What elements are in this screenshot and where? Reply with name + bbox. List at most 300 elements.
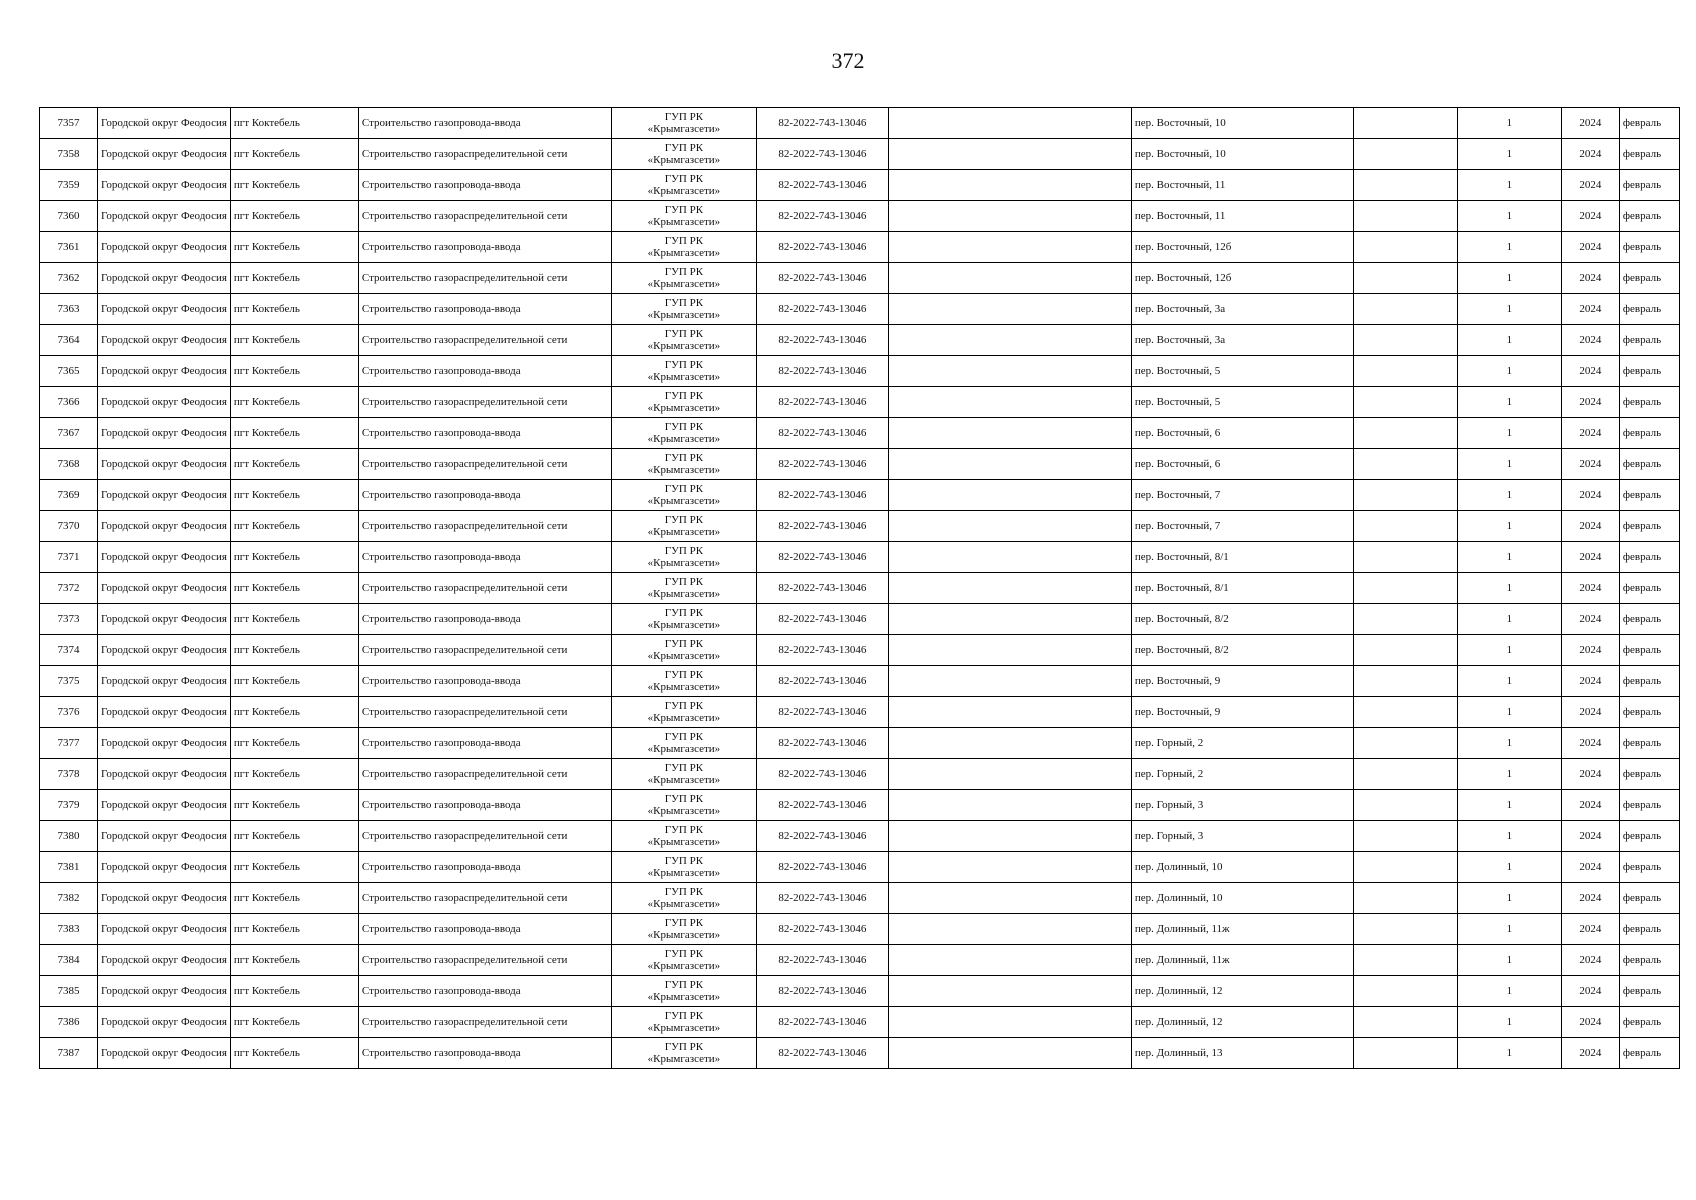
year-cell: 2024 xyxy=(1561,573,1619,604)
organization-cell xyxy=(611,914,756,945)
empty-cell xyxy=(888,201,1131,232)
quantity-cell: 1 xyxy=(1457,883,1561,914)
month-cell: февраль xyxy=(1619,635,1679,666)
address-cell: пер. Долинный, 11ж xyxy=(1131,945,1353,976)
organization-cell xyxy=(611,883,756,914)
organization-cell xyxy=(611,821,756,852)
district-cell: Городской округ Феодосия xyxy=(98,697,231,728)
quantity-cell: 1 xyxy=(1457,1007,1561,1038)
organization-line-1: ГУП РК xyxy=(664,979,704,991)
empty-cell xyxy=(888,697,1131,728)
address-cell: пер. Восточный, 12б xyxy=(1131,263,1353,294)
empty-cell xyxy=(1353,821,1457,852)
address-cell: пер. Горный, 3 xyxy=(1131,821,1353,852)
quantity-cell: 1 xyxy=(1457,604,1561,635)
month-cell: февраль xyxy=(1619,914,1679,945)
organization-cell xyxy=(611,294,756,325)
empty-cell xyxy=(1353,852,1457,883)
year-cell: 2024 xyxy=(1561,666,1619,697)
organization-line-1: ГУП РК xyxy=(664,359,704,371)
settlement-cell: пгт Коктебель xyxy=(230,604,358,635)
program-code-cell: 82-2022-743-13046 xyxy=(756,976,888,1007)
month-cell: февраль xyxy=(1619,852,1679,883)
organization-line-2: «Крымгазсети» xyxy=(647,712,721,724)
empty-cell xyxy=(888,759,1131,790)
year-cell: 2024 xyxy=(1561,139,1619,170)
table-row xyxy=(40,139,1680,170)
organization-line-1: ГУП РК xyxy=(664,514,704,526)
empty-cell xyxy=(1353,108,1457,139)
empty-cell xyxy=(1353,263,1457,294)
row-number-cell: 7382 xyxy=(40,883,98,914)
organization-cell xyxy=(611,232,756,263)
organization-line-1: ГУП РК xyxy=(664,235,704,247)
organization-line-1: ГУП РК xyxy=(664,917,704,929)
table-row xyxy=(40,635,1680,666)
district-cell: Городской округ Феодосия xyxy=(98,418,231,449)
address-cell: пер. Горный, 3 xyxy=(1131,790,1353,821)
quantity-cell: 1 xyxy=(1457,728,1561,759)
year-cell: 2024 xyxy=(1561,232,1619,263)
organization-line-2: «Крымгазсети» xyxy=(647,1053,721,1065)
work-type-cell: Строительство газораспределительной сети xyxy=(358,635,611,666)
month-cell: февраль xyxy=(1619,728,1679,759)
work-type-cell: Строительство газораспределительной сети xyxy=(358,697,611,728)
address-cell: пер. Восточный, 3а xyxy=(1131,294,1353,325)
empty-cell xyxy=(888,542,1131,573)
quantity-cell: 1 xyxy=(1457,852,1561,883)
program-code-cell: 82-2022-743-13046 xyxy=(756,1007,888,1038)
address-cell: пер. Долинный, 10 xyxy=(1131,883,1353,914)
table-row xyxy=(40,883,1680,914)
year-cell: 2024 xyxy=(1561,418,1619,449)
organization-line-2: «Крымгазсети» xyxy=(647,526,721,538)
district-cell: Городской округ Феодосия xyxy=(98,480,231,511)
organization-line-2: «Крымгазсети» xyxy=(647,991,721,1003)
month-cell: февраль xyxy=(1619,356,1679,387)
month-cell: февраль xyxy=(1619,759,1679,790)
district-cell: Городской округ Феодосия xyxy=(98,635,231,666)
organization-cell xyxy=(611,573,756,604)
quantity-cell: 1 xyxy=(1457,697,1561,728)
empty-cell xyxy=(1353,1038,1457,1069)
organization-line-1: ГУП РК xyxy=(664,793,704,805)
address-cell: пер. Восточный, 7 xyxy=(1131,480,1353,511)
month-cell: февраль xyxy=(1619,976,1679,1007)
program-code-cell: 82-2022-743-13046 xyxy=(756,604,888,635)
district-cell: Городской округ Феодосия xyxy=(98,728,231,759)
work-type-cell: Строительство газопровода-ввода xyxy=(358,294,611,325)
settlement-cell: пгт Коктебель xyxy=(230,976,358,1007)
address-cell: пер. Долинный, 11ж xyxy=(1131,914,1353,945)
program-code-cell: 82-2022-743-13046 xyxy=(756,108,888,139)
quantity-cell: 1 xyxy=(1457,387,1561,418)
empty-cell xyxy=(1353,883,1457,914)
row-number-cell: 7374 xyxy=(40,635,98,666)
program-code-cell: 82-2022-743-13046 xyxy=(756,759,888,790)
empty-cell xyxy=(888,666,1131,697)
district-cell: Городской округ Феодосия xyxy=(98,387,231,418)
district-cell: Городской округ Феодосия xyxy=(98,263,231,294)
row-number-cell: 7384 xyxy=(40,945,98,976)
address-cell: пер. Долинный, 10 xyxy=(1131,852,1353,883)
month-cell: февраль xyxy=(1619,1007,1679,1038)
row-number-cell: 7381 xyxy=(40,852,98,883)
year-cell: 2024 xyxy=(1561,263,1619,294)
address-cell: пер. Восточный, 11 xyxy=(1131,201,1353,232)
settlement-cell: пгт Коктебель xyxy=(230,635,358,666)
district-cell: Городской округ Феодосия xyxy=(98,232,231,263)
address-cell: пер. Восточный, 8/1 xyxy=(1131,542,1353,573)
year-cell: 2024 xyxy=(1561,604,1619,635)
address-cell: пер. Восточный, 3а xyxy=(1131,325,1353,356)
organization-cell xyxy=(611,1007,756,1038)
work-type-cell: Строительство газопровода-ввода xyxy=(358,604,611,635)
district-cell: Городской округ Феодосия xyxy=(98,604,231,635)
organization-line-1: ГУП РК xyxy=(664,142,704,154)
month-cell: февраль xyxy=(1619,666,1679,697)
address-cell: пер. Восточный, 9 xyxy=(1131,697,1353,728)
empty-cell xyxy=(888,418,1131,449)
row-number-cell: 7371 xyxy=(40,542,98,573)
row-number-cell: 7379 xyxy=(40,790,98,821)
table-row xyxy=(40,573,1680,604)
empty-cell xyxy=(1353,449,1457,480)
organization-line-1: ГУП РК xyxy=(664,421,704,433)
table-row xyxy=(40,697,1680,728)
empty-cell xyxy=(1353,666,1457,697)
address-cell: пер. Горный, 2 xyxy=(1131,759,1353,790)
organization-line-1: ГУП РК xyxy=(664,824,704,836)
address-cell: пер. Восточный, 8/2 xyxy=(1131,604,1353,635)
quantity-cell: 1 xyxy=(1457,790,1561,821)
work-type-cell: Строительство газопровода-ввода xyxy=(358,728,611,759)
empty-cell xyxy=(888,790,1131,821)
empty-cell xyxy=(1353,480,1457,511)
table-row xyxy=(40,418,1680,449)
table-row xyxy=(40,914,1680,945)
settlement-cell: пгт Коктебель xyxy=(230,852,358,883)
organization-line-2: «Крымгазсети» xyxy=(647,743,721,755)
year-cell: 2024 xyxy=(1561,542,1619,573)
year-cell: 2024 xyxy=(1561,356,1619,387)
district-cell: Городской округ Феодосия xyxy=(98,976,231,1007)
empty-cell xyxy=(888,480,1131,511)
settlement-cell: пгт Коктебель xyxy=(230,418,358,449)
work-type-cell: Строительство газопровода-ввода xyxy=(358,1038,611,1069)
year-cell: 2024 xyxy=(1561,697,1619,728)
year-cell: 2024 xyxy=(1561,976,1619,1007)
year-cell: 2024 xyxy=(1561,387,1619,418)
row-number-cell: 7357 xyxy=(40,108,98,139)
table-row xyxy=(40,666,1680,697)
organization-cell xyxy=(611,511,756,542)
organization-cell xyxy=(611,1038,756,1069)
address-cell: пер. Восточный, 8/1 xyxy=(1131,573,1353,604)
district-cell: Городской округ Феодосия xyxy=(98,449,231,480)
organization-line-2: «Крымгазсети» xyxy=(647,495,721,507)
work-type-cell: Строительство газораспределительной сети xyxy=(358,139,611,170)
empty-cell xyxy=(1353,387,1457,418)
organization-cell xyxy=(611,356,756,387)
settlement-cell: пгт Коктебель xyxy=(230,139,358,170)
empty-cell xyxy=(888,449,1131,480)
organization-line-2: «Крымгазсети» xyxy=(647,309,721,321)
settlement-cell: пгт Коктебель xyxy=(230,945,358,976)
organization-line-2: «Крымгазсети» xyxy=(647,123,721,135)
address-cell: пер. Восточный, 10 xyxy=(1131,139,1353,170)
empty-cell xyxy=(1353,1007,1457,1038)
quantity-cell: 1 xyxy=(1457,666,1561,697)
settlement-cell: пгт Коктебель xyxy=(230,325,358,356)
settlement-cell: пгт Коктебель xyxy=(230,294,358,325)
quantity-cell: 1 xyxy=(1457,914,1561,945)
year-cell: 2024 xyxy=(1561,325,1619,356)
program-code-cell: 82-2022-743-13046 xyxy=(756,139,888,170)
empty-cell xyxy=(888,852,1131,883)
quantity-cell: 1 xyxy=(1457,759,1561,790)
row-number-cell: 7369 xyxy=(40,480,98,511)
organization-line-1: ГУП РК xyxy=(664,855,704,867)
organization-cell xyxy=(611,387,756,418)
organization-line-2: «Крымгазсети» xyxy=(647,216,721,228)
row-number-cell: 7370 xyxy=(40,511,98,542)
work-type-cell: Строительство газопровода-ввода xyxy=(358,542,611,573)
organization-line-1: ГУП РК xyxy=(664,576,704,588)
organization-cell xyxy=(611,635,756,666)
program-code-cell: 82-2022-743-13046 xyxy=(756,1038,888,1069)
program-code-cell: 82-2022-743-13046 xyxy=(756,821,888,852)
empty-cell xyxy=(888,108,1131,139)
program-code-cell: 82-2022-743-13046 xyxy=(756,263,888,294)
organization-line-2: «Крымгазсети» xyxy=(647,185,721,197)
settlement-cell: пгт Коктебель xyxy=(230,201,358,232)
program-code-cell: 82-2022-743-13046 xyxy=(756,418,888,449)
empty-cell xyxy=(888,263,1131,294)
year-cell: 2024 xyxy=(1561,728,1619,759)
empty-cell xyxy=(1353,511,1457,542)
organization-line-2: «Крымгазсети» xyxy=(647,1022,721,1034)
work-type-cell: Строительство газопровода-ввода xyxy=(358,914,611,945)
organization-cell xyxy=(611,976,756,1007)
quantity-cell: 1 xyxy=(1457,449,1561,480)
settlement-cell: пгт Коктебель xyxy=(230,232,358,263)
organization-line-2: «Крымгазсети» xyxy=(647,402,721,414)
table-row xyxy=(40,1007,1680,1038)
month-cell: февраль xyxy=(1619,790,1679,821)
address-cell: пер. Восточный, 11 xyxy=(1131,170,1353,201)
row-number-cell: 7383 xyxy=(40,914,98,945)
row-number-cell: 7361 xyxy=(40,232,98,263)
program-code-cell: 82-2022-743-13046 xyxy=(756,449,888,480)
organization-cell xyxy=(611,604,756,635)
organization-line-2: «Крымгазсети» xyxy=(647,371,721,383)
district-cell: Городской округ Феодосия xyxy=(98,201,231,232)
table-row xyxy=(40,728,1680,759)
organization-line-2: «Крымгазсети» xyxy=(647,681,721,693)
year-cell: 2024 xyxy=(1561,1007,1619,1038)
work-type-cell: Строительство газораспределительной сети xyxy=(358,263,611,294)
district-cell: Городской округ Феодосия xyxy=(98,1007,231,1038)
work-type-cell: Строительство газораспределительной сети xyxy=(358,883,611,914)
organization-line-1: ГУП РК xyxy=(664,452,704,464)
district-cell: Городской округ Феодосия xyxy=(98,821,231,852)
row-number-cell: 7380 xyxy=(40,821,98,852)
year-cell: 2024 xyxy=(1561,449,1619,480)
organization-line-2: «Крымгазсети» xyxy=(647,867,721,879)
work-type-cell: Строительство газопровода-ввода xyxy=(358,976,611,1007)
district-cell: Городской округ Феодосия xyxy=(98,573,231,604)
work-type-cell: Строительство газопровода-ввода xyxy=(358,852,611,883)
district-cell: Городской округ Феодосия xyxy=(98,325,231,356)
table-row xyxy=(40,976,1680,1007)
settlement-cell: пгт Коктебель xyxy=(230,170,358,201)
organization-cell xyxy=(611,852,756,883)
organization-line-2: «Крымгазсети» xyxy=(647,650,721,662)
row-number-cell: 7368 xyxy=(40,449,98,480)
work-type-cell: Строительство газопровода-ввода xyxy=(358,232,611,263)
organization-line-2: «Крымгазсети» xyxy=(647,464,721,476)
year-cell: 2024 xyxy=(1561,883,1619,914)
quantity-cell: 1 xyxy=(1457,108,1561,139)
program-code-cell: 82-2022-743-13046 xyxy=(756,325,888,356)
settlement-cell: пгт Коктебель xyxy=(230,883,358,914)
program-code-cell: 82-2022-743-13046 xyxy=(756,573,888,604)
year-cell: 2024 xyxy=(1561,759,1619,790)
month-cell: февраль xyxy=(1619,449,1679,480)
address-cell: пер. Восточный, 9 xyxy=(1131,666,1353,697)
row-number-cell: 7366 xyxy=(40,387,98,418)
organization-cell xyxy=(611,108,756,139)
empty-cell xyxy=(888,294,1131,325)
quantity-cell: 1 xyxy=(1457,511,1561,542)
empty-cell xyxy=(1353,697,1457,728)
organization-line-1: ГУП РК xyxy=(664,204,704,216)
settlement-cell: пгт Коктебель xyxy=(230,821,358,852)
table-row xyxy=(40,542,1680,573)
organization-line-2: «Крымгазсети» xyxy=(647,340,721,352)
organization-cell xyxy=(611,666,756,697)
work-type-cell: Строительство газораспределительной сети xyxy=(358,387,611,418)
row-number-cell: 7365 xyxy=(40,356,98,387)
month-cell: февраль xyxy=(1619,697,1679,728)
quantity-cell: 1 xyxy=(1457,976,1561,1007)
organization-line-1: ГУП РК xyxy=(664,1041,704,1053)
district-cell: Городской округ Феодосия xyxy=(98,511,231,542)
table-row xyxy=(40,294,1680,325)
table-row xyxy=(40,790,1680,821)
organization-line-2: «Крымгазсети» xyxy=(647,557,721,569)
year-cell: 2024 xyxy=(1561,480,1619,511)
row-number-cell: 7378 xyxy=(40,759,98,790)
work-type-cell: Строительство газопровода-ввода xyxy=(358,666,611,697)
work-type-cell: Строительство газораспределительной сети xyxy=(358,511,611,542)
month-cell: февраль xyxy=(1619,1038,1679,1069)
table-row xyxy=(40,108,1680,139)
table-row xyxy=(40,449,1680,480)
address-cell: пер. Восточный, 7 xyxy=(1131,511,1353,542)
organization-line-1: ГУП РК xyxy=(664,669,704,681)
settlement-cell: пгт Коктебель xyxy=(230,449,358,480)
organization-line-1: ГУП РК xyxy=(664,328,704,340)
organization-line-1: ГУП РК xyxy=(664,483,704,495)
organization-cell xyxy=(611,418,756,449)
quantity-cell: 1 xyxy=(1457,635,1561,666)
district-cell: Городской округ Феодосия xyxy=(98,139,231,170)
row-number-cell: 7386 xyxy=(40,1007,98,1038)
year-cell: 2024 xyxy=(1561,108,1619,139)
address-cell: пер. Восточный, 6 xyxy=(1131,449,1353,480)
address-cell: пер. Восточный, 10 xyxy=(1131,108,1353,139)
district-cell: Городской округ Феодосия xyxy=(98,170,231,201)
organization-cell xyxy=(611,263,756,294)
empty-cell xyxy=(888,914,1131,945)
table-row xyxy=(40,170,1680,201)
empty-cell xyxy=(888,976,1131,1007)
settlement-cell: пгт Коктебель xyxy=(230,1007,358,1038)
empty-cell xyxy=(1353,604,1457,635)
settlement-cell: пгт Коктебель xyxy=(230,573,358,604)
organization-line-1: ГУП РК xyxy=(664,297,704,309)
table-row xyxy=(40,1038,1680,1069)
quantity-cell: 1 xyxy=(1457,139,1561,170)
row-number-cell: 7385 xyxy=(40,976,98,1007)
row-number-cell: 7358 xyxy=(40,139,98,170)
row-number-cell: 7372 xyxy=(40,573,98,604)
registry-table xyxy=(39,107,1680,1069)
organization-line-1: ГУП РК xyxy=(664,266,704,278)
program-code-cell: 82-2022-743-13046 xyxy=(756,728,888,759)
empty-cell xyxy=(888,604,1131,635)
organization-line-2: «Крымгазсети» xyxy=(647,588,721,600)
empty-cell xyxy=(1353,325,1457,356)
organization-line-1: ГУП РК xyxy=(664,638,704,650)
district-cell: Городской округ Феодосия xyxy=(98,294,231,325)
district-cell: Городской округ Феодосия xyxy=(98,852,231,883)
district-cell: Городской округ Феодосия xyxy=(98,914,231,945)
organization-line-2: «Крымгазсети» xyxy=(647,278,721,290)
program-code-cell: 82-2022-743-13046 xyxy=(756,666,888,697)
empty-cell xyxy=(888,232,1131,263)
work-type-cell: Строительство газораспределительной сети xyxy=(358,1007,611,1038)
program-code-cell: 82-2022-743-13046 xyxy=(756,883,888,914)
program-code-cell: 82-2022-743-13046 xyxy=(756,852,888,883)
address-cell: пер. Восточный, 5 xyxy=(1131,387,1353,418)
organization-cell xyxy=(611,542,756,573)
empty-cell xyxy=(1353,139,1457,170)
quantity-cell: 1 xyxy=(1457,573,1561,604)
settlement-cell: пгт Коктебель xyxy=(230,1038,358,1069)
program-code-cell: 82-2022-743-13046 xyxy=(756,387,888,418)
settlement-cell: пгт Коктебель xyxy=(230,914,358,945)
organization-line-2: «Крымгазсети» xyxy=(647,154,721,166)
row-number-cell: 7375 xyxy=(40,666,98,697)
work-type-cell: Строительство газопровода-ввода xyxy=(358,108,611,139)
quantity-cell: 1 xyxy=(1457,821,1561,852)
table-row xyxy=(40,356,1680,387)
empty-cell xyxy=(1353,573,1457,604)
table-row xyxy=(40,480,1680,511)
organization-line-2: «Крымгазсети» xyxy=(647,898,721,910)
month-cell: февраль xyxy=(1619,511,1679,542)
program-code-cell: 82-2022-743-13046 xyxy=(756,542,888,573)
organization-line-2: «Крымгазсети» xyxy=(647,619,721,631)
month-cell: февраль xyxy=(1619,604,1679,635)
work-type-cell: Строительство газопровода-ввода xyxy=(358,170,611,201)
organization-cell xyxy=(611,449,756,480)
district-cell: Городской округ Феодосия xyxy=(98,666,231,697)
table-row xyxy=(40,511,1680,542)
